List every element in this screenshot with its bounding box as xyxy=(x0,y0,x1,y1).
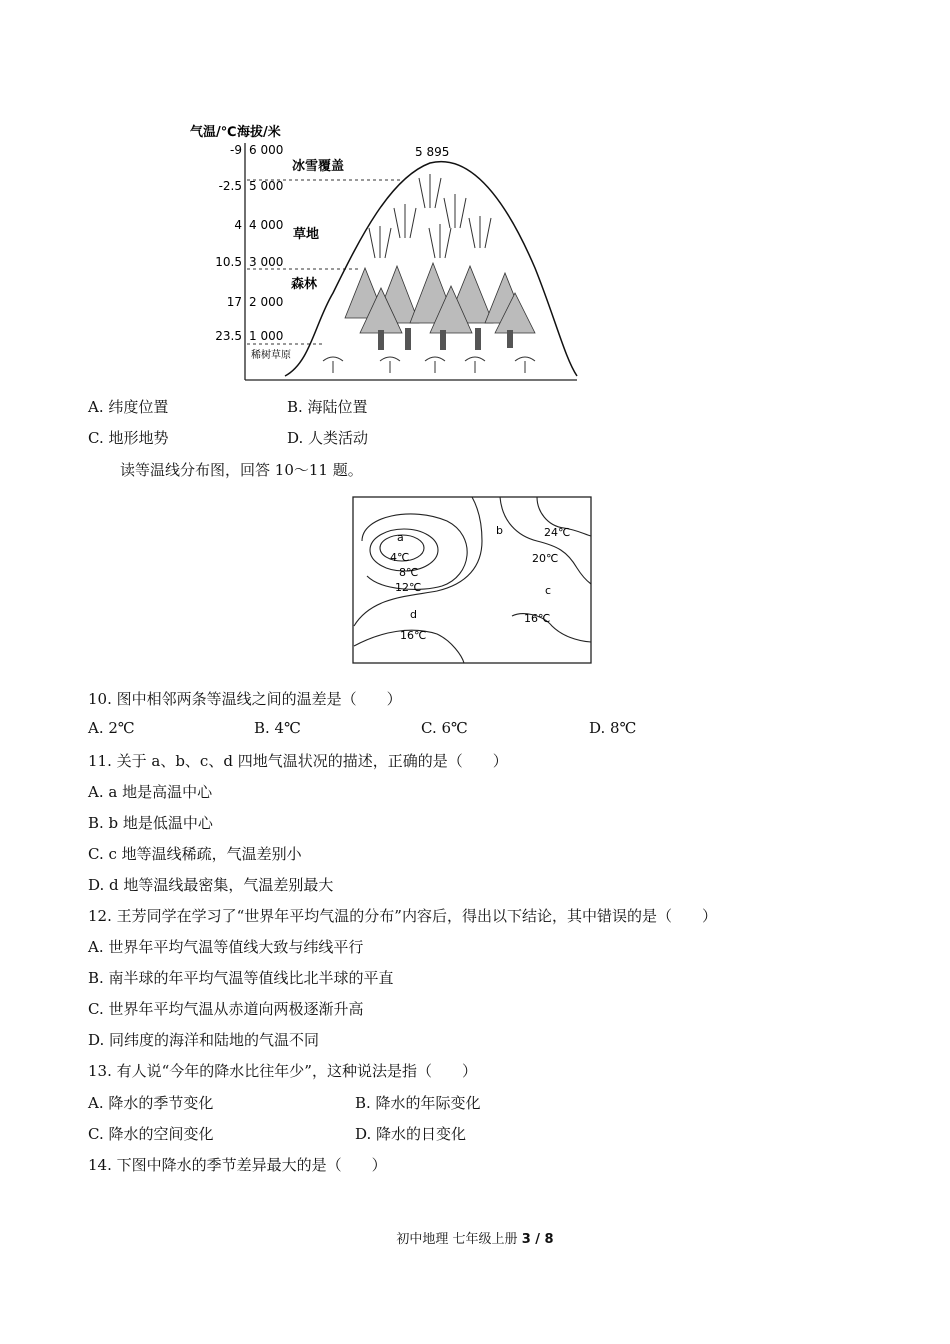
zone-snow-label: 冰雪覆盖 xyxy=(292,159,345,174)
zone-savanna-label: 稀树草原 xyxy=(251,350,291,361)
q11-option-c[interactable]: C. c 地等温线稀疏，气温差别小 xyxy=(88,845,302,863)
elev-label: 5 000 xyxy=(249,179,284,193)
q12-option-d[interactable]: D. 同纬度的海洋和陆地的气温不同 xyxy=(88,1031,320,1049)
peak-label: 5 895 xyxy=(415,145,450,159)
temp-label: -9 xyxy=(230,143,242,157)
q10-option-b[interactable]: B. 4℃ xyxy=(254,719,301,737)
q13-option-b[interactable]: B. 降水的年际变化 xyxy=(355,1094,481,1112)
elev-label: 3 000 xyxy=(249,255,284,269)
temp-label: 23.5 xyxy=(215,329,242,343)
q9-option-a[interactable]: A. 纬度位置 xyxy=(88,398,169,416)
label-b: b xyxy=(496,524,503,537)
zone-forest-label: 森林 xyxy=(291,277,318,292)
temp-4: 4℃ xyxy=(390,551,410,564)
q13-option-d[interactable]: D. 降水的日变化 xyxy=(355,1125,467,1143)
q9-option-b[interactable]: B. 海陆位置 xyxy=(287,398,368,416)
elev-label: 4 000 xyxy=(249,218,284,232)
temp-label: 17 xyxy=(226,295,242,309)
elev-label: 1 000 xyxy=(249,329,284,343)
intro-10-11: 读等温线分布图，回答 10～11 题。 xyxy=(120,461,363,479)
q13-stem: 13. 有人说“今年的降水比往年少”，这种说法是指（ ） xyxy=(88,1062,477,1080)
temp-label: 4 xyxy=(234,218,242,232)
zone-grass-label: 草地 xyxy=(293,227,320,242)
axis-title-temp: 气温/℃ xyxy=(190,125,237,140)
elev-label: 2 000 xyxy=(249,295,284,309)
q10-option-d[interactable]: D. 8℃ xyxy=(589,719,637,737)
temp-20: 20℃ xyxy=(532,552,559,565)
q10-option-a[interactable]: A. 2℃ xyxy=(88,719,135,737)
grass-zone xyxy=(369,174,491,258)
page-footer xyxy=(0,1228,950,1247)
savanna-zone xyxy=(323,357,535,373)
label-a: a xyxy=(397,531,404,544)
q9-option-c[interactable]: C. 地形地势 xyxy=(88,429,169,447)
temp-label: -2.5 xyxy=(218,179,242,193)
label-c: c xyxy=(545,584,552,597)
q12-stem: 12. 王芳同学在学习了“世界年平均气温的分布”内容后，得出以下结论，其中错误的是（ ） xyxy=(88,907,717,925)
q11-option-b[interactable]: B. b 地是低温中心 xyxy=(88,814,213,832)
mountain-zonation-figure xyxy=(185,118,580,383)
forest-zone xyxy=(345,263,535,333)
q11-option-d[interactable]: D. d 地等温线最密集，气温差别最大 xyxy=(88,876,334,894)
q14-stem: 14. 下图中降水的季节差异最大的是（ ） xyxy=(88,1156,387,1174)
q13-option-c[interactable]: C. 降水的空间变化 xyxy=(88,1125,214,1143)
q13-option-a[interactable]: A. 降水的季节变化 xyxy=(88,1094,214,1112)
q11-option-a[interactable]: A. a 地是高温中心 xyxy=(88,783,213,801)
temp-16-right: 16℃ xyxy=(524,612,551,625)
isotherm-map xyxy=(352,496,592,664)
page-number: 3 / 8 xyxy=(521,1232,554,1247)
q12-option-b[interactable]: B. 南半球的年平均气温等值线比北半球的平直 xyxy=(88,969,394,987)
elev-label: 6 000 xyxy=(249,143,284,157)
q10-stem: 10. 图中相邻两条等温线之间的温差是（ ） xyxy=(88,690,402,708)
q12-option-a[interactable]: A. 世界年平均气温等值线大致与纬线平行 xyxy=(88,938,364,956)
q12-option-c[interactable]: C. 世界年平均气温从赤道向两极逐渐升高 xyxy=(88,1000,364,1018)
temp-12: 12℃ xyxy=(395,581,422,594)
temp-8: 8℃ xyxy=(399,566,419,579)
q9-option-d[interactable]: D. 人类活动 xyxy=(287,429,369,447)
temp-24: 24℃ xyxy=(544,526,571,539)
q11-stem: 11. 关于 a、b、c、d 四地气温状况的描述，正确的是（ ） xyxy=(88,752,508,770)
temp-16-left: 16℃ xyxy=(400,629,427,642)
footer-text: 初中地理 七年级上册 xyxy=(396,1232,522,1247)
axis-title-elev: 海拔/米 xyxy=(237,125,281,140)
temp-label: 10.5 xyxy=(215,255,242,269)
label-d: d xyxy=(410,608,417,621)
q10-option-c[interactable]: C. 6℃ xyxy=(421,719,468,737)
